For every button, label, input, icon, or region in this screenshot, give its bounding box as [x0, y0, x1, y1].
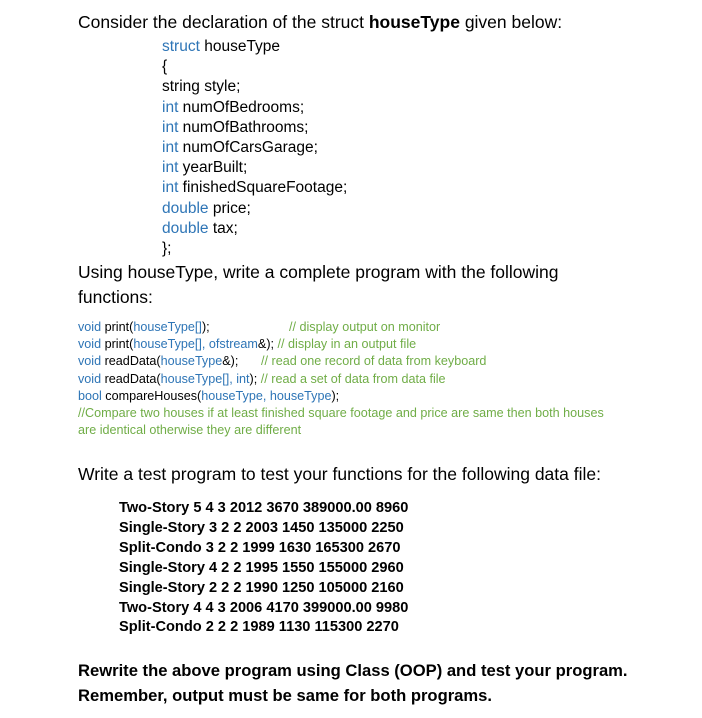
intro-after: given below:: [459, 12, 563, 32]
struct-open-brace: {: [162, 58, 168, 76]
compare-comment-line-1: //Compare two houses if at least finished square footage and price are same then both houses: [78, 406, 604, 421]
instructions-line-1: Using houseType, write a complete program with the following: [78, 262, 559, 282]
instructions-line-2: functions:: [78, 287, 153, 307]
data-row: Split-Condo 2 2 2 1989 1130 115300 2270: [119, 619, 399, 636]
struct-declaration: [162, 37, 347, 259]
struct-member: int numOfBedrooms;: [162, 98, 305, 116]
struct-member: int numOfBathrooms;: [162, 118, 309, 136]
struct-member: double tax;: [162, 219, 238, 237]
final-line-1: Rewrite the above program using Class (OOP) and test your program.: [78, 661, 628, 680]
struct-member: int numOfCarsGarage;: [162, 139, 318, 157]
struct-name: houseType: [199, 38, 281, 55]
data-row: Two-Story 5 4 3 2012 3670 389000.00 8960: [119, 500, 409, 516]
compare-comment-line-2: are identical otherwise they are different: [78, 423, 302, 438]
data-row: Two-Story 4 4 3 2006 4170 399000.00 9980: [119, 599, 409, 616]
struct-member: double price;: [162, 199, 251, 217]
intro-bold-struct-name: houseType: [368, 12, 460, 32]
test-program-prompt: Write a test program to test your functions for the following data file:: [78, 464, 601, 484]
intro-before: Consider the declaration of the struct: [78, 12, 369, 32]
prototype-readdata-one: void readData(houseType&); // read one record of data from keyboard: [78, 354, 487, 369]
instructions-paragraph: [78, 260, 559, 310]
intro-text: [78, 12, 562, 33]
struct-member: int finishedSquareFootage;: [162, 179, 348, 197]
data-row: Single-Story 4 2 2 1995 1550 155000 2960: [119, 559, 404, 576]
final-line-2: Remember, output must be same for both programs.: [78, 686, 492, 705]
struct-header: [162, 37, 347, 57]
prototype-readdata-set: void readData(houseType[], int); // read a set of data from data file: [78, 371, 446, 386]
prototype-print-file: void print(houseType[], ofstream&); // display in an output file: [78, 337, 417, 352]
data-row: Single-Story 2 2 2 1990 1250 105000 2160: [119, 579, 404, 596]
data-row: Split-Condo 3 2 2 1999 1630 165300 2670: [119, 539, 401, 556]
prototype-print-monitor: void print(houseType[]); // display output on monitor: [78, 320, 441, 334]
struct-keyword: struct: [162, 38, 200, 55]
struct-close-brace: };: [162, 240, 172, 258]
data-file-listing: [119, 499, 408, 638]
prototype-compare-houses: bool compareHouses(houseType, houseType);: [78, 388, 340, 403]
data-row: Single-Story 3 2 2 2003 1450 135000 2250: [119, 519, 404, 536]
struct-member: int yearBuilt;: [162, 159, 248, 177]
final-instructions: [78, 658, 628, 708]
struct-member: string style;: [162, 78, 241, 96]
function-prototypes: [78, 319, 604, 439]
